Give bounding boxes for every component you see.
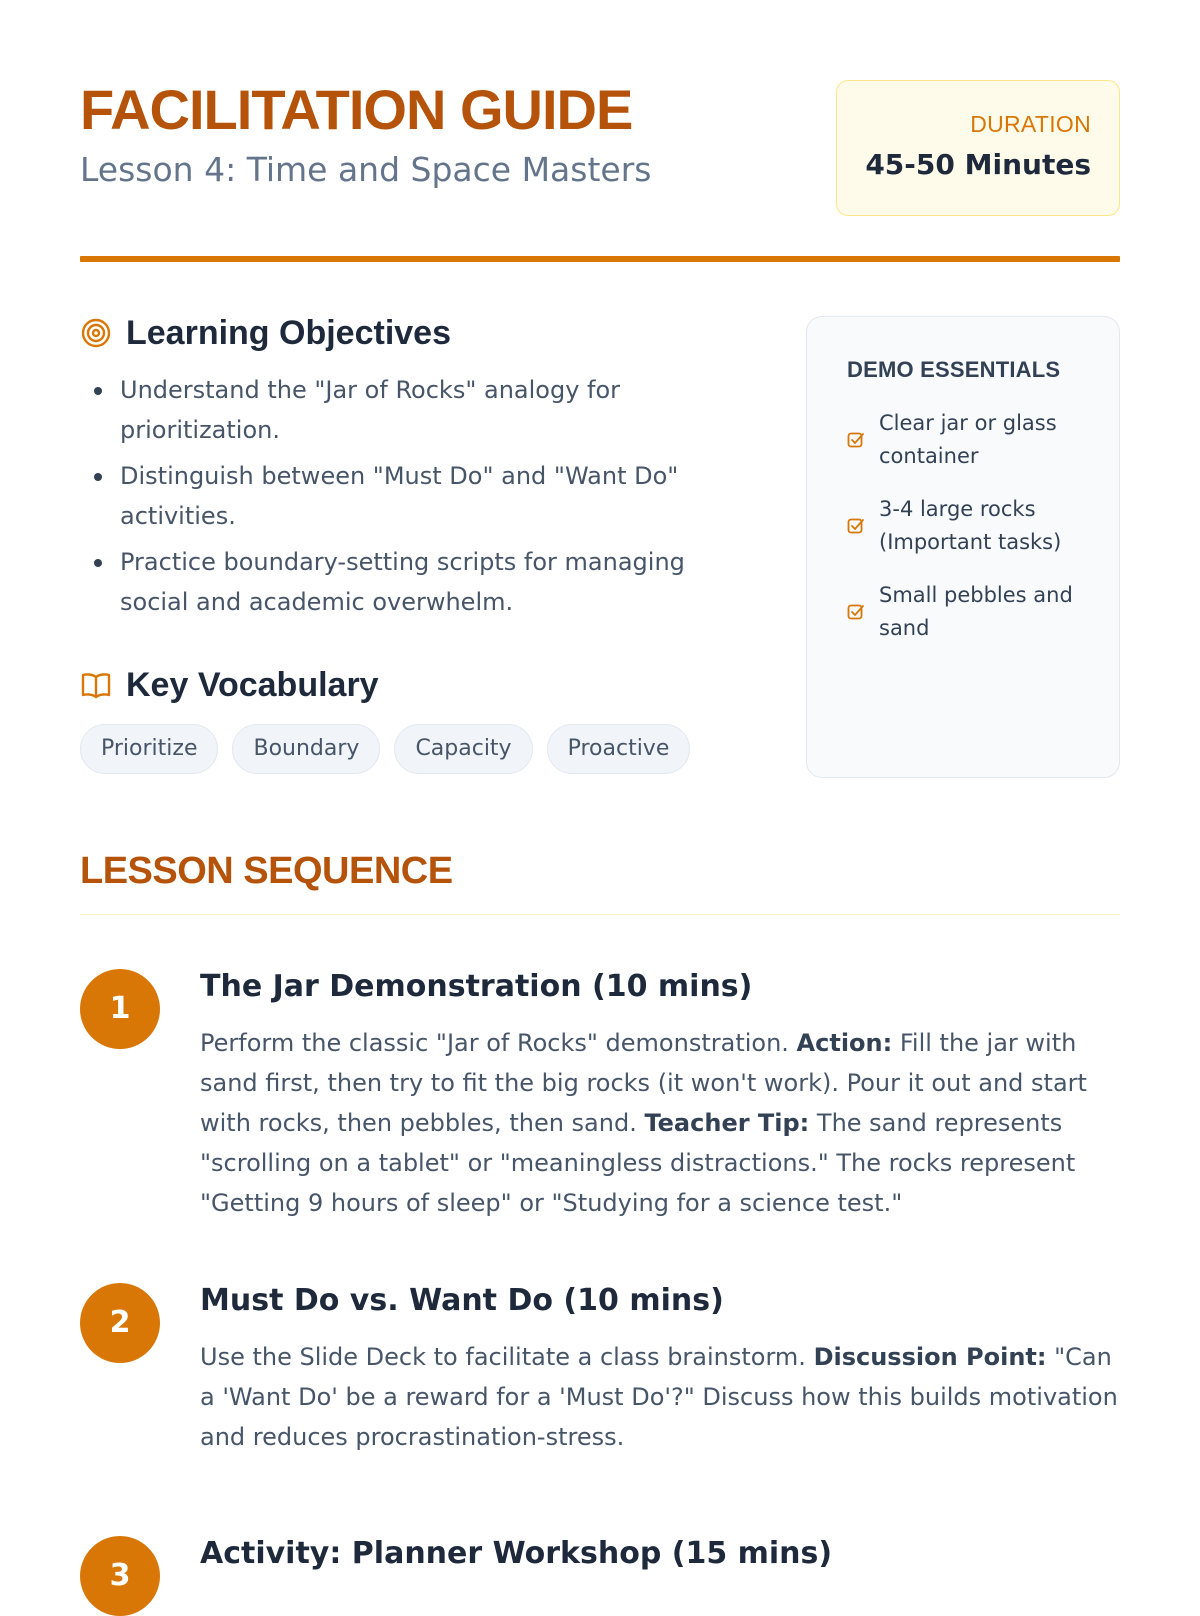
duration-card: [836, 80, 1120, 216]
book-icon: [80, 669, 112, 701]
checkbox-icon: [847, 431, 865, 449]
vocab-chip-boundary: Boundary: [232, 724, 380, 774]
duration-value: 45-50 Minutes: [865, 148, 1091, 181]
demo-item-label: Small pebbles and sand: [879, 583, 1073, 640]
vocab-chip-prioritize: Prioritize: [80, 724, 218, 774]
step-content: [200, 1283, 1120, 1457]
checkbox-icon: [847, 603, 865, 621]
step-number-badge: 3: [80, 1536, 160, 1616]
page-title: FACILITATION GUIDE: [80, 78, 633, 141]
step-emphasis: Discussion Point:: [813, 1343, 1047, 1371]
duration-label: DURATION: [970, 111, 1091, 137]
lesson-sequence-title: LESSON SEQUENCE: [80, 850, 453, 892]
vocab-chip-proactive: Proactive: [547, 724, 691, 774]
step-body: Use the Slide Deck to facilitate a class brainstorm. Discussion Point: "Can a 'Want Do' be a reward for a 'Must Do'?" Discuss how this builds motivation and reduces procrastination-stress.: [200, 1343, 1118, 1451]
step-number-badge: 2: [80, 1283, 160, 1363]
objectives-heading: [80, 316, 760, 350]
target-icon: [80, 317, 112, 349]
step-number-badge: 1: [80, 969, 160, 1049]
step-body: Perform the classic "Jar of Rocks" demonstration. Action: Fill the jar with sand first, then try to fit the big rocks (it won't work). Pour it out and start with rocks, then pebbles, then sand. Teacher Tip: The sand represents "scrolling on a tablet" or "meaningless distractions." The rocks represent "Getting 9 hours of sleep" or "Studying for a science test.": [200, 1029, 1087, 1217]
demo-item-label: Clear jar or glass container: [879, 411, 1057, 468]
objective-item: Practice boundary-setting scripts for managing social and academic overwhelm.: [120, 542, 760, 622]
vocabulary-title: Key Vocabulary: [126, 666, 379, 704]
demo-item: [847, 407, 1079, 473]
step-emphasis: Action:: [796, 1029, 893, 1057]
objective-item: Understand the "Jar of Rocks" analogy for prioritization.: [120, 370, 760, 450]
lesson-sequence-divider: [80, 914, 1120, 915]
objectives-list: [80, 370, 760, 622]
step-title: Activity: Planner Workshop (15 mins): [200, 1536, 833, 1571]
step-content: [200, 1536, 1120, 1576]
step-title: The Jar Demonstration (10 mins): [200, 969, 753, 1004]
vocabulary-heading: [80, 668, 760, 702]
lesson-subtitle: Lesson 4: Time and Space Masters: [80, 150, 652, 189]
vocabulary-chips: [80, 724, 760, 774]
objective-item: Distinguish between "Must Do" and "Want Do" activities.: [120, 456, 760, 536]
step-title: Must Do vs. Want Do (10 mins): [200, 1283, 724, 1318]
demo-essentials-card: [806, 316, 1120, 778]
demo-essentials-list: [847, 407, 1079, 645]
checkbox-icon: [847, 517, 865, 535]
objectives-title: Learning Objectives: [126, 314, 451, 352]
overview-section: [80, 260, 1120, 800]
demo-essentials-title: DEMO ESSENTIALS: [847, 357, 1061, 382]
demo-item-label: 3-4 large rocks (Important tasks): [879, 497, 1062, 554]
overview-left-column: [80, 316, 760, 774]
vocab-chip-capacity: Capacity: [394, 724, 532, 774]
header: [80, 0, 1120, 260]
step-emphasis: Teacher Tip:: [644, 1109, 810, 1137]
demo-item: [847, 579, 1079, 645]
demo-item: [847, 493, 1079, 559]
step-content: [200, 969, 1120, 1223]
